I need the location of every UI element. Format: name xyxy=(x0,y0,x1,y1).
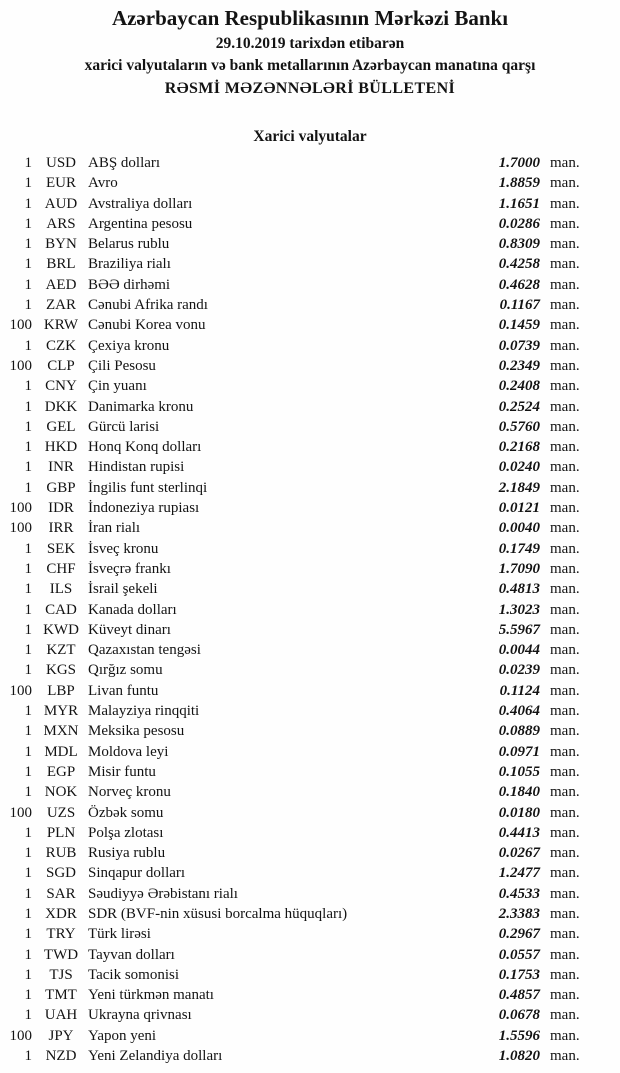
currency-quantity: 1 xyxy=(24,601,32,618)
table-row xyxy=(0,397,586,417)
currency-name: Cənubi Korea vonu xyxy=(88,317,206,334)
table-row xyxy=(0,315,586,335)
table-row xyxy=(0,336,586,356)
exchange-rate-value: 0.1124 xyxy=(499,682,540,699)
currency-quantity: 1 xyxy=(24,1048,32,1065)
currency-code: PLN xyxy=(46,824,76,841)
manat-unit-label: man. xyxy=(550,378,580,395)
manat-unit-label: man. xyxy=(550,743,580,760)
currency-name: Türk lirəsi xyxy=(88,926,151,943)
table-row xyxy=(0,356,586,376)
currency-code: BRL xyxy=(46,256,76,273)
currency-name: Hindistan rupisi xyxy=(88,459,185,476)
manat-unit-label: man. xyxy=(550,398,580,415)
currency-name: Kanada dolları xyxy=(88,601,177,618)
currency-quantity: 1 xyxy=(24,155,32,171)
exchange-rate-value: 0.0121 xyxy=(498,500,540,517)
manat-unit-label: man. xyxy=(550,723,580,740)
currency-name: Tayvan dolları xyxy=(88,946,175,963)
manat-unit-label: man. xyxy=(550,642,580,659)
currency-name: Moldova leyi xyxy=(88,743,169,760)
currency-name: Sinqapur dolları xyxy=(88,865,186,882)
manat-unit-label: man. xyxy=(550,966,580,983)
currency-code: DKK xyxy=(44,398,78,415)
table-row xyxy=(0,194,586,214)
manat-unit-label: man. xyxy=(550,621,580,638)
currency-code: ZAR xyxy=(46,297,76,314)
currency-quantity: 1 xyxy=(24,378,32,395)
exchange-rate-value: 0.0239 xyxy=(498,662,540,679)
exchange-rate-value: 2.3383 xyxy=(498,905,540,922)
exchange-rate-value: 1.8859 xyxy=(498,175,540,192)
table-row xyxy=(0,945,586,965)
exchange-rate-value: 0.4064 xyxy=(498,703,540,720)
currency-code: GBP xyxy=(46,479,76,496)
exchange-rate-value: 0.0286 xyxy=(498,215,540,232)
currency-quantity: 1 xyxy=(24,763,32,780)
exchange-rate-value: 0.0889 xyxy=(498,723,540,740)
currency-quantity: 1 xyxy=(24,743,32,760)
table-row xyxy=(0,437,586,457)
currency-name: Özbək somu xyxy=(88,804,164,821)
manat-unit-label: man. xyxy=(550,500,580,517)
currency-code: MDL xyxy=(44,743,78,760)
table-row xyxy=(0,640,586,660)
exchange-rate-value: 1.2477 xyxy=(498,865,540,882)
currency-code: GEL xyxy=(46,418,76,435)
exchange-rate-value: 0.0971 xyxy=(498,743,540,760)
currency-name: Ukrayna qrivnası xyxy=(88,1007,192,1024)
manat-unit-label: man. xyxy=(550,256,580,273)
exchange-rate-value: 0.4413 xyxy=(498,824,540,841)
table-row xyxy=(0,498,586,518)
table-row xyxy=(0,965,586,985)
currency-quantity: 1 xyxy=(24,337,32,354)
currency-name: İran rialı xyxy=(88,520,141,537)
currency-quantity: 1 xyxy=(24,987,32,1004)
currency-quantity: 1 xyxy=(24,276,32,293)
table-row xyxy=(0,924,586,944)
manat-unit-label: man. xyxy=(550,926,580,943)
document-subtitle: xarici valyutaların və bank metallarının Azərbaycan manatına qarşı xyxy=(84,57,536,74)
table-row xyxy=(0,721,586,741)
bulletin-title: RƏSMİ MƏZƏNNƏLƏRİ BÜLLETENİ xyxy=(164,80,456,97)
currency-quantity: 1 xyxy=(24,175,32,192)
currency-code: UZS xyxy=(46,804,76,821)
currency-name: Cənubi Afrika randı xyxy=(88,297,208,314)
currency-code: HKD xyxy=(44,439,78,456)
bank-title: Azərbaycan Respublikasının Mərkəzi Bankı xyxy=(111,6,509,30)
currency-name: Argentina pesosu xyxy=(88,215,193,232)
currency-name: Honq Konq dolları xyxy=(88,439,202,456)
exchange-rate-value: 0.2349 xyxy=(498,357,540,374)
exchange-rate-value: 0.1459 xyxy=(498,317,540,334)
table-row xyxy=(0,376,586,396)
exchange-rate-value: 0.0267 xyxy=(498,845,540,862)
currency-name: Avstraliya dolları xyxy=(88,195,193,212)
exchange-rate-value: 0.2967 xyxy=(498,926,540,943)
currency-code: LBP xyxy=(47,682,75,699)
currency-code: ARS xyxy=(46,215,76,232)
manat-unit-label: man. xyxy=(550,905,580,922)
currency-name: Avro xyxy=(88,175,118,192)
currency-code: CHF xyxy=(46,560,76,577)
currency-name: SDR (BVF-nin xüsusi borcalma hüquqları) xyxy=(88,905,348,922)
currency-code: TWD xyxy=(43,946,79,963)
currency-code: EUR xyxy=(46,175,76,192)
currency-code: MXN xyxy=(43,723,79,740)
manat-unit-label: man. xyxy=(550,784,580,801)
exchange-rate-value: 0.2168 xyxy=(498,439,540,456)
currency-name: Danimarka kronu xyxy=(88,398,194,415)
currency-code: SEK xyxy=(46,540,76,557)
exchange-rate-value: 1.0820 xyxy=(498,1048,540,1065)
currency-code: KGS xyxy=(45,662,76,679)
manat-unit-label: man. xyxy=(550,175,580,192)
currency-quantity: 1 xyxy=(24,966,32,983)
table-row xyxy=(0,701,586,721)
table-row xyxy=(0,985,586,1005)
manat-unit-label: man. xyxy=(550,317,580,334)
manat-unit-label: man. xyxy=(550,1048,580,1065)
currency-name: Polşa zlotası xyxy=(88,824,164,841)
currency-quantity: 100 xyxy=(9,520,32,537)
manat-unit-label: man. xyxy=(550,439,580,456)
currency-code: USD xyxy=(45,155,76,171)
table-row xyxy=(0,234,586,254)
currency-name: Gürcü larisi xyxy=(88,418,160,435)
currency-quantity: 1 xyxy=(24,784,32,801)
currency-quantity: 100 xyxy=(9,357,32,374)
currency-code: KWD xyxy=(43,621,79,638)
currency-name: Yeni Zelandiya dolları xyxy=(88,1048,223,1065)
currency-quantity: 1 xyxy=(24,926,32,943)
table-row xyxy=(0,884,586,904)
currency-code: ILS xyxy=(49,581,73,598)
manat-unit-label: man. xyxy=(550,581,580,598)
table-row xyxy=(0,275,586,295)
currency-name: Qırğız somu xyxy=(88,662,163,679)
manat-unit-label: man. xyxy=(550,297,580,314)
manat-unit-label: man. xyxy=(550,1007,580,1024)
exchange-rate-value: 0.2524 xyxy=(498,398,540,415)
manat-unit-label: man. xyxy=(550,155,580,171)
currency-code: UAH xyxy=(44,1007,78,1024)
exchange-rate-value: 0.0739 xyxy=(498,337,540,354)
manat-unit-label: man. xyxy=(550,703,580,720)
currency-code: IDR xyxy=(48,500,74,517)
manat-unit-label: man. xyxy=(550,865,580,882)
currency-code: KZT xyxy=(46,642,76,659)
table-row xyxy=(0,600,586,620)
currency-quantity: 1 xyxy=(24,642,32,659)
manat-unit-label: man. xyxy=(550,195,580,212)
currency-code: CAD xyxy=(45,601,77,618)
currency-quantity: 1 xyxy=(24,865,32,882)
currency-name: Rusiya rublu xyxy=(88,845,166,862)
manat-unit-label: man. xyxy=(550,418,580,435)
currency-name: ABŞ dolları xyxy=(88,155,161,171)
currency-name: Tacik somonisi xyxy=(88,966,180,983)
currency-code: MYR xyxy=(43,703,79,720)
currency-quantity: 1 xyxy=(24,621,32,638)
manat-unit-label: man. xyxy=(550,601,580,618)
currency-code: CZK xyxy=(46,337,76,354)
exchange-rate-value: 0.0557 xyxy=(498,946,540,963)
currency-quantity: 1 xyxy=(24,885,32,902)
manat-unit-label: man. xyxy=(550,276,580,293)
currency-quantity: 1 xyxy=(24,195,32,212)
manat-unit-label: man. xyxy=(550,337,580,354)
currency-quantity: 1 xyxy=(24,439,32,456)
currency-name: Misir funtu xyxy=(88,763,156,780)
currency-code: CLP xyxy=(47,357,75,374)
currency-code: AED xyxy=(45,276,77,293)
currency-name: Qazaxıstan tengəsi xyxy=(88,642,201,659)
currency-name: Norveç kronu xyxy=(88,784,171,801)
currency-code: KRW xyxy=(43,317,79,334)
currency-name: Səudiyyə Ərəbistanı rialı xyxy=(88,885,238,902)
manat-unit-label: man. xyxy=(550,459,580,476)
exchange-rate-value: 0.4533 xyxy=(498,885,540,902)
table-row xyxy=(0,295,586,315)
manat-unit-label: man. xyxy=(550,1027,580,1044)
table-row xyxy=(0,417,586,437)
table-row xyxy=(0,173,586,193)
table-row xyxy=(0,1026,586,1046)
table-row xyxy=(0,1005,586,1025)
exchange-rate-value: 0.1753 xyxy=(498,966,540,983)
exchange-rate-value: 0.4258 xyxy=(498,256,540,273)
currency-quantity: 1 xyxy=(24,723,32,740)
table-row xyxy=(0,843,586,863)
exchange-rate-value: 0.1167 xyxy=(499,297,540,314)
currency-name: Çili Pesosu xyxy=(88,357,156,374)
currency-quantity: 1 xyxy=(24,459,32,476)
currency-name: BƏƏ dirhəmi xyxy=(88,276,171,293)
table-row xyxy=(0,823,586,843)
currency-quantity: 100 xyxy=(9,804,32,821)
table-row xyxy=(0,904,586,924)
exchange-rate-value: 0.2408 xyxy=(498,378,540,395)
table-row xyxy=(0,762,586,782)
manat-unit-label: man. xyxy=(550,479,580,496)
manat-unit-label: man. xyxy=(550,885,580,902)
currency-name: Malayziya rinqqiti xyxy=(88,703,200,720)
manat-unit-label: man. xyxy=(550,804,580,821)
currency-name: Yapon yeni xyxy=(88,1027,157,1044)
exchange-rates-table xyxy=(0,153,620,1066)
manat-unit-label: man. xyxy=(550,560,580,577)
currency-quantity: 1 xyxy=(24,256,32,273)
table-row xyxy=(0,803,586,823)
exchange-rate-value: 1.5596 xyxy=(498,1027,540,1044)
exchange-rate-value: 0.0240 xyxy=(498,459,540,476)
exchange-rate-value: 1.7090 xyxy=(498,560,540,577)
exchange-rate-value: 0.1055 xyxy=(498,763,540,780)
currency-code: SAR xyxy=(46,885,76,902)
currency-code: CNY xyxy=(45,378,77,395)
currency-code: NZD xyxy=(45,1048,77,1065)
exchange-rate-value: 0.1840 xyxy=(498,784,540,801)
table-row xyxy=(0,457,586,477)
currency-quantity: 1 xyxy=(24,662,32,679)
table-row xyxy=(0,478,586,498)
table-row xyxy=(0,782,586,802)
table-row xyxy=(0,681,586,701)
currency-quantity: 1 xyxy=(24,297,32,314)
table-row xyxy=(0,539,586,559)
table-row xyxy=(0,579,586,599)
currency-name: İsveçrə frankı xyxy=(88,560,171,577)
exchange-rate-value: 0.0678 xyxy=(498,1007,540,1024)
table-row xyxy=(0,254,586,274)
currency-code: INR xyxy=(48,459,74,476)
manat-unit-label: man. xyxy=(550,236,580,253)
table-row xyxy=(0,863,586,883)
exchange-rate-value: 1.7000 xyxy=(498,155,540,171)
currency-quantity: 1 xyxy=(24,418,32,435)
effective-date-line: 29.10.2019 tarixdən etibarən xyxy=(215,35,405,52)
manat-unit-label: man. xyxy=(550,987,580,1004)
currency-quantity: 1 xyxy=(24,905,32,922)
currency-code: IRR xyxy=(48,520,74,537)
currency-code: XDR xyxy=(45,905,77,922)
currency-quantity: 1 xyxy=(24,215,32,232)
currency-code: AUD xyxy=(44,195,78,212)
currency-name: İndoneziya rupiası xyxy=(88,500,200,517)
currency-quantity: 1 xyxy=(24,560,32,577)
currency-quantity: 1 xyxy=(24,236,32,253)
currency-name: Livan funtu xyxy=(88,682,159,699)
currency-quantity: 100 xyxy=(9,317,32,334)
currency-quantity: 1 xyxy=(24,845,32,862)
currency-name: Belarus rublu xyxy=(88,236,170,253)
manat-unit-label: man. xyxy=(550,520,580,537)
currency-code: TJS xyxy=(49,966,73,983)
table-row xyxy=(0,620,586,640)
table-row xyxy=(0,559,586,579)
currency-name: Meksika pesosu xyxy=(88,723,185,740)
table-row xyxy=(0,518,586,538)
currency-quantity: 1 xyxy=(24,479,32,496)
currency-quantity: 100 xyxy=(9,1027,32,1044)
currency-name: İsrail şekeli xyxy=(88,581,158,598)
currency-code: EGP xyxy=(46,763,76,780)
exchange-rate-value: 1.1651 xyxy=(498,195,540,212)
table-row xyxy=(0,214,586,234)
currency-quantity: 100 xyxy=(9,682,32,699)
currency-code: SGD xyxy=(45,865,76,882)
currency-quantity: 1 xyxy=(24,946,32,963)
table-row xyxy=(0,1046,586,1066)
currency-code: NOK xyxy=(44,784,78,801)
currency-code: TRY xyxy=(46,926,76,943)
currency-name: İsveç kronu xyxy=(88,540,159,557)
currency-quantity: 100 xyxy=(9,500,32,517)
exchange-rate-value: 1.3023 xyxy=(498,601,540,618)
currency-code: BYN xyxy=(45,236,77,253)
exchange-rate-value: 0.4628 xyxy=(498,276,540,293)
exchange-rate-value: 0.5760 xyxy=(498,418,540,435)
exchange-rate-value: 0.0044 xyxy=(498,642,540,659)
exchange-rate-value: 0.4857 xyxy=(498,987,540,1004)
manat-unit-label: man. xyxy=(550,845,580,862)
exchange-rate-value: 5.5967 xyxy=(498,621,540,638)
manat-unit-label: man. xyxy=(550,540,580,557)
currency-quantity: 1 xyxy=(24,824,32,841)
currency-name: Yeni türkmən manatı xyxy=(88,987,214,1004)
exchange-rate-value: 0.0180 xyxy=(498,804,540,821)
table-row xyxy=(0,660,586,680)
currency-name: Çexiya kronu xyxy=(88,337,170,354)
currency-name: Braziliya rialı xyxy=(88,256,171,273)
currency-name: Küveyt dinarı xyxy=(88,621,171,638)
exchange-rate-value: 2.1849 xyxy=(498,479,540,496)
currency-name: Çin yuanı xyxy=(88,378,147,395)
manat-unit-label: man. xyxy=(550,682,580,699)
exchange-rate-value: 0.1749 xyxy=(498,540,540,557)
currency-quantity: 1 xyxy=(24,581,32,598)
document-header xyxy=(0,0,620,99)
manat-unit-label: man. xyxy=(550,357,580,374)
table-row xyxy=(0,153,586,173)
exchange-rate-value: 0.0040 xyxy=(498,520,540,537)
section-title-foreign-currencies: Xarici valyutalar xyxy=(253,128,367,145)
currency-code: RUB xyxy=(45,845,77,862)
manat-unit-label: man. xyxy=(550,824,580,841)
manat-unit-label: man. xyxy=(550,662,580,679)
exchange-rate-value: 0.8309 xyxy=(498,236,540,253)
exchange-rate-value: 0.4813 xyxy=(498,581,540,598)
manat-unit-label: man. xyxy=(550,946,580,963)
manat-unit-label: man. xyxy=(550,763,580,780)
table-row xyxy=(0,742,586,762)
currency-code: TMT xyxy=(45,987,77,1004)
currency-name: İngilis funt sterlinqi xyxy=(88,479,208,496)
currency-quantity: 1 xyxy=(24,398,32,415)
currency-quantity: 1 xyxy=(24,1007,32,1024)
currency-quantity: 1 xyxy=(24,703,32,720)
manat-unit-label: man. xyxy=(550,215,580,232)
currency-code: JPY xyxy=(48,1027,74,1044)
currency-quantity: 1 xyxy=(24,540,32,557)
